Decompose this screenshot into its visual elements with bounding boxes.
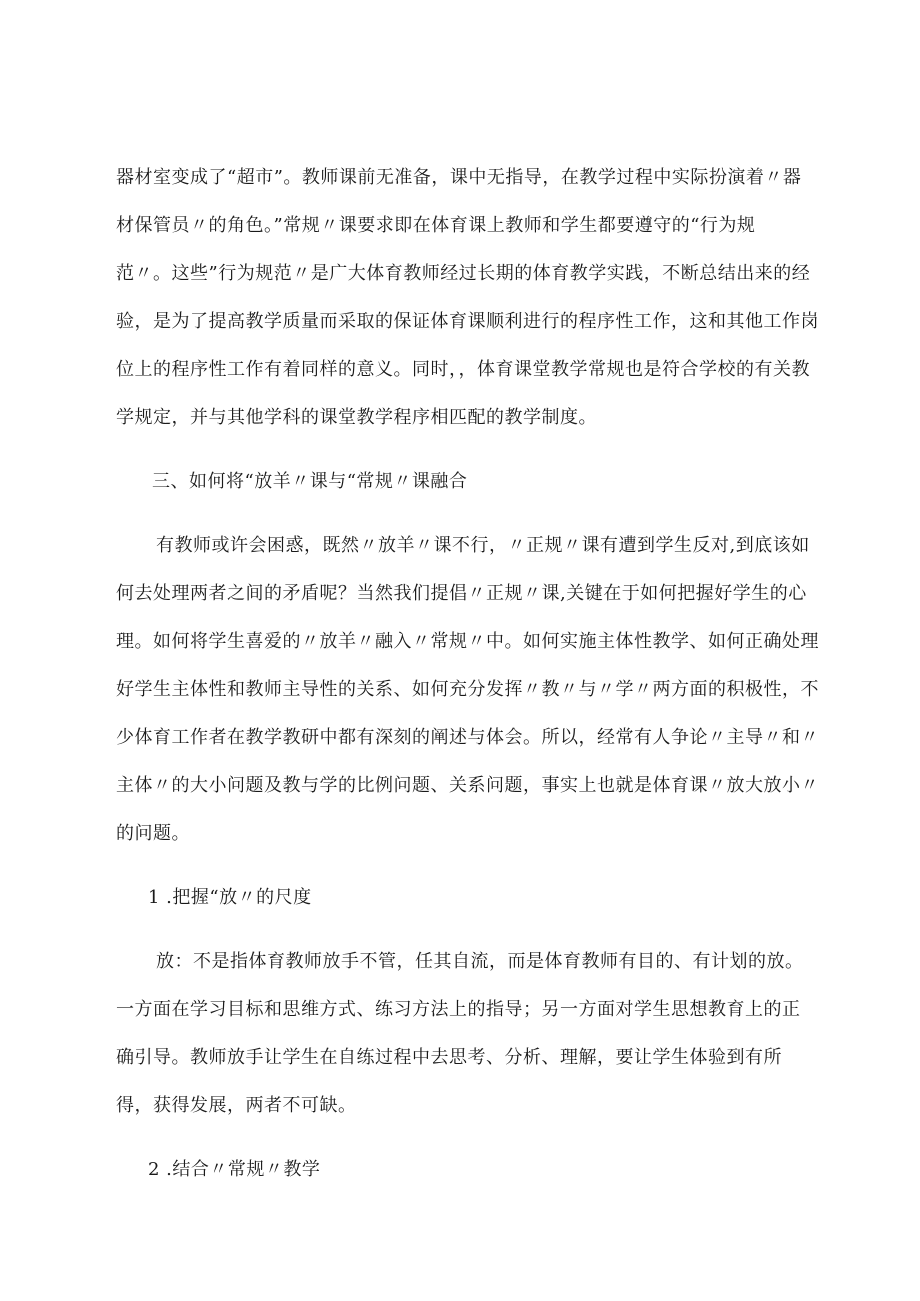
- paragraph-line: 位上的程序性工作有着同样的意义。同时，，体育课堂教学常规也是符合学校的有关教: [116, 359, 810, 380]
- paragraph-line: 理。如何将学生喜爱的〃放羊〃融入〃常规〃中。如何实施主体性教学、如何正确处理: [116, 631, 819, 652]
- paragraph-line: 主体〃的大小问题及教与学的比例问题、关系问题，事实上也就是体育课〃放大放小〃: [116, 775, 819, 796]
- paragraph-line: 范〃。这些”行为规范〃是广大体育教师经过长期的体育教学实践，不断总结出来的经: [116, 263, 811, 284]
- paragraph-line: 何去处理两者之间的矛盾呢？当然我们提倡〃正规〃课,关键在于如何把握好学生的心: [116, 583, 807, 604]
- paragraph-line: 一方面在学习目标和思维方式、练习方法上的指导；另一方面对学生思想教育上的正: [116, 999, 801, 1020]
- paragraph-line: 器材室变成了“超市”。教师课前无准备，课中无指导，在教学过程中实际扮演着〃器: [116, 167, 802, 188]
- paragraph-line: 好学生主体性和教师主导性的关系、如何充分发挥〃教〃与〃学〃两方面的积极性，不: [116, 679, 819, 700]
- paragraph-line: 的问题。: [116, 823, 190, 844]
- paragraph-line: 材保管员〃的角色。”常规〃课要求即在体育课上教师和学生都要遵守的“行为规: [116, 215, 756, 236]
- paragraph-line: 少体育工作者在教学教研中都有深刻的阐述与体会。所以，经常有人争论〃主导〃和〃: [116, 727, 819, 748]
- section-heading: 三、如何将“放羊〃课与“常规〃课融合: [152, 471, 468, 492]
- paragraph-line: 放：不是指体育教师放手不管，任其自流，而是体育教师有目的、有计划的放。: [156, 951, 804, 972]
- paragraph-line: 学规定，并与其他学科的课堂教学程序相匹配的教学制度。: [116, 407, 597, 428]
- paragraph-line: 确引导。教师放手让学生在自练过程中去思考、分析、理解，要让学生体验到有所: [116, 1047, 782, 1068]
- subsection-heading: 2 .结合〃常规〃教学: [148, 1159, 321, 1180]
- paragraph-line: 得，获得发展，两者不可缺。: [116, 1095, 357, 1116]
- subsection-heading: 1 .把握“放〃的尺度: [148, 887, 312, 908]
- paragraph-line: 验，是为了提高教学质量而采取的保证体育课顺利进行的程序性工作，这和其他工作岗: [116, 311, 819, 332]
- paragraph-line: 有教师或许会困惑，既然〃放羊〃课不行，〃正规〃课有遭到学生反对,到底该如: [156, 535, 810, 556]
